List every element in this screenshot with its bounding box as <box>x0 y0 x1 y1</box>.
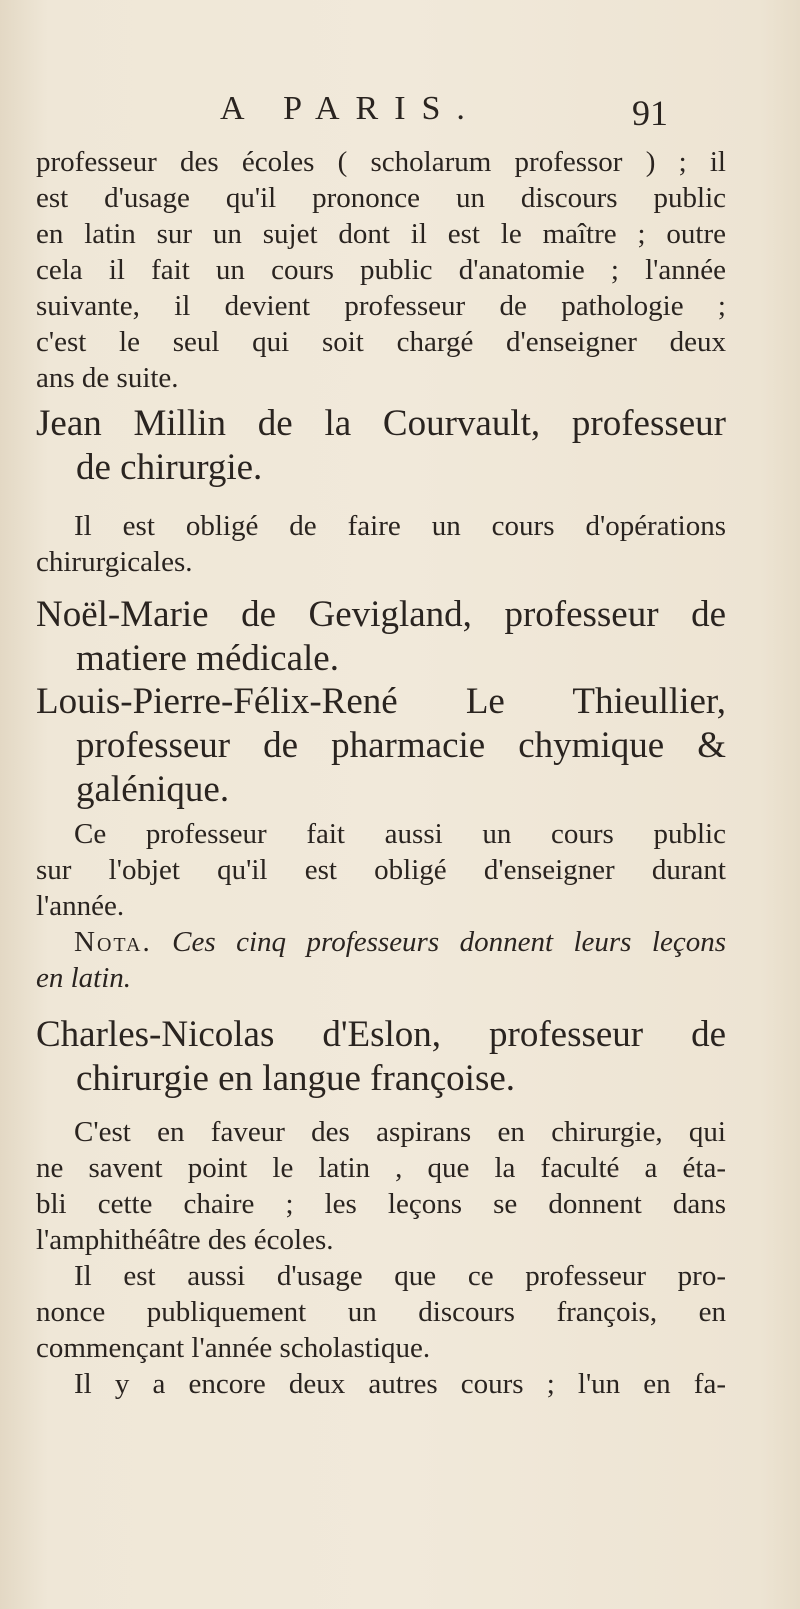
text-line: Il est obligé de faire un cours d'opérations <box>74 510 726 542</box>
entry-noel-marie <box>36 593 726 681</box>
running-title: A PARIS. <box>220 90 481 127</box>
entry-title-line: de chirurgie. <box>76 447 263 488</box>
text-line: ne savent point le latin , que la faculté a éta- <box>36 1152 726 1184</box>
nota-note <box>36 924 726 996</box>
text-line: suivante, il devient professeur de pathologie ; <box>36 290 726 322</box>
paragraph-professeur-des-ecoles <box>36 144 726 396</box>
text-line: en latin sur un sujet dont il est le maître ; outre <box>36 218 726 250</box>
entry-charles-nicolas <box>36 1013 726 1101</box>
text-line: l'amphithéâtre des écoles. <box>36 1224 334 1256</box>
entry-title-line: matiere médicale. <box>76 638 339 679</box>
text-line: C'est en faveur des aspirans en chirurgie, qui <box>74 1116 726 1148</box>
entry-jean-millin <box>36 402 726 490</box>
entry-louis-pierre <box>36 680 726 812</box>
text-line: bli cette chaire ; les leçons se donnent dans <box>36 1188 726 1220</box>
text-line: l'année. <box>36 890 125 922</box>
page-number: 91 <box>632 93 668 133</box>
text-line: commençant l'année scholastique. <box>36 1332 431 1364</box>
entry-name-line: Louis-Pierre-Félix-René Le Thieullier, <box>36 681 726 722</box>
note-pharmacie <box>36 816 726 924</box>
entry-name-line: Noël-Marie de Gevigland, professeur de <box>36 594 726 635</box>
nota-text: Ces cinq professeurs donnent leurs leçons <box>172 926 726 958</box>
text-line: sur l'objet qu'il est obligé d'enseigner durant <box>36 854 726 886</box>
note-operations <box>36 508 726 580</box>
text-line: c'est le seul qui soit chargé d'enseigner deux <box>36 326 726 358</box>
text-line: Il est aussi d'usage que ce professeur pro- <box>74 1260 726 1292</box>
text-line: Ce professeur fait aussi un cours public <box>74 818 726 850</box>
text-line: professeur des écoles ( scholarum professor ) ; il <box>36 146 726 178</box>
entry-name-line: Charles-Nicolas d'Eslon, professeur de <box>36 1014 726 1055</box>
text-line: cela il fait un cours public d'anatomie ; l'année <box>36 254 726 286</box>
nota-text: en latin. <box>36 962 132 994</box>
paragraph-chirurgie-francoise <box>36 1114 726 1402</box>
text-line: nonce publiquement un discours françois, en <box>36 1296 726 1328</box>
entry-title-line: chirurgie en langue françoise. <box>76 1058 516 1099</box>
text-line: Il y a encore deux autres cours ; l'un en fa- <box>74 1368 726 1400</box>
entry-title-line: professeur de pharmacie chymique & <box>76 725 726 766</box>
text-line: ans de suite. <box>36 362 179 394</box>
nota-line <box>36 924 726 960</box>
text-line: chirurgicales. <box>36 546 193 578</box>
entry-name-line: Jean Millin de la Courvault, professeur <box>36 403 726 444</box>
entry-title-line: galénique. <box>76 769 230 810</box>
text-line: est d'usage qu'il prononce un discours public <box>36 182 726 214</box>
page-header <box>0 90 800 140</box>
nota-label: Nota. <box>74 926 152 958</box>
